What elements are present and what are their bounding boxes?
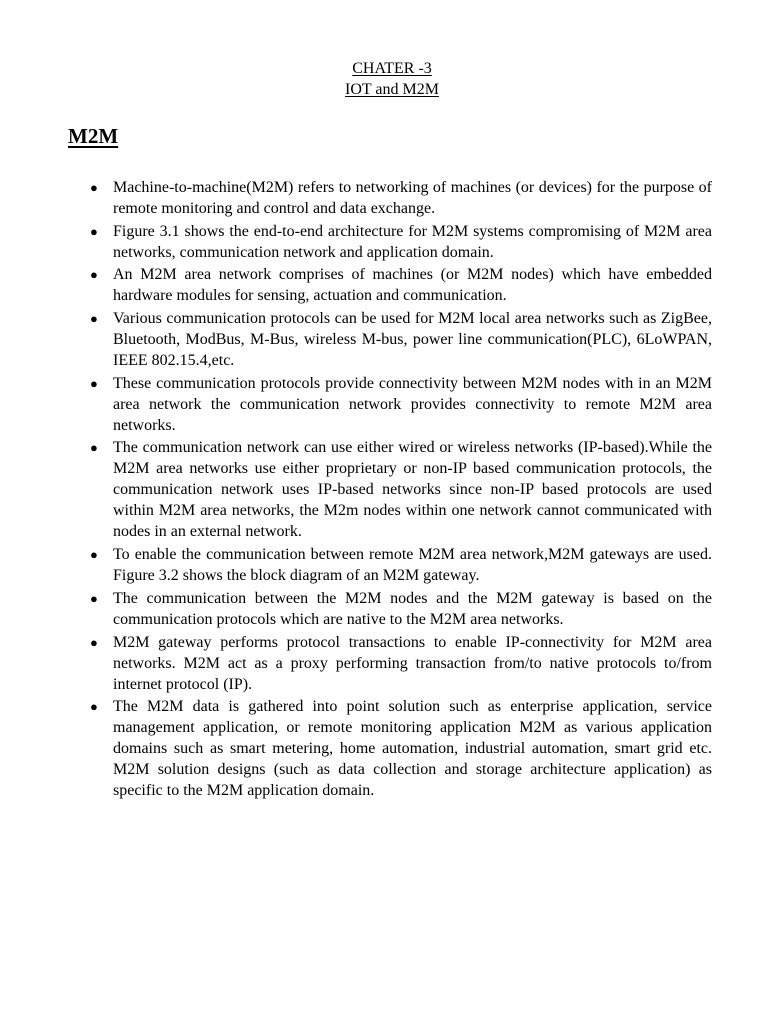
list-item bbox=[88, 264, 712, 306]
section-heading: M2M bbox=[68, 124, 119, 148]
bullet-icon: ● bbox=[90, 440, 98, 456]
list-item bbox=[88, 177, 712, 219]
bullet-icon: ● bbox=[90, 590, 98, 606]
chapter-title: CHATER -3 bbox=[352, 60, 432, 77]
list-item bbox=[88, 373, 712, 436]
list-item-text: The communication network can use either wired or wireless networks (IP-based).While the M2M area networks use either proprietary or non-IP based communication protocols, the communication network uses IP-based networks since non-IP based protocols are used within M2M area networks, the M2m nodes within one network cannot communicated with nodes in an external network. bbox=[113, 439, 712, 541]
list-item-text: Machine-to-machine(M2M) refers to networking of machines (or devices) for the purpose of remote monitoring and control and data exchange. bbox=[113, 179, 712, 217]
list-item bbox=[88, 221, 712, 263]
bullet-icon: ● bbox=[90, 223, 98, 239]
bullet-icon: ● bbox=[90, 267, 98, 283]
list-item-text: Figure 3.1 shows the end-to-end architecture for M2M systems compromising of M2M area networks, communication network and application domain. bbox=[113, 222, 712, 261]
list-item-text: To enable the communication between remote M2M area network,M2M gateways are used. Figure 3.2 shows the block diagram of an M2M gateway. bbox=[113, 546, 712, 585]
list-item-text: An M2M area network comprises of machines (or M2M nodes) which have embedded hardware modules for sensing, actuation and communication. bbox=[113, 266, 712, 305]
list-item bbox=[88, 308, 712, 371]
list-item-text: M2M gateway performs protocol transactions to enable IP-connectivity for M2M area networks. M2M act as a proxy performing transaction from/to native protocols to/from internet protocol (IP). bbox=[113, 633, 712, 693]
bullet-icon: ● bbox=[90, 311, 98, 327]
bullet-icon: ● bbox=[90, 375, 98, 391]
list-item-text: These communication protocols provide connectivity between M2M nodes with in an M2M area network the communication network provides connectivity to remote M2M area networks. bbox=[113, 374, 712, 434]
bullet-icon: ● bbox=[90, 634, 98, 650]
chapter-header bbox=[0, 58, 768, 100]
bullet-icon: ● bbox=[90, 547, 98, 563]
list-item bbox=[88, 696, 712, 801]
bullet-icon: ● bbox=[90, 699, 98, 715]
list-item bbox=[88, 544, 712, 586]
bullet-list bbox=[88, 177, 712, 803]
list-item-text: The communication between the M2M nodes and the M2M gateway is based on the communication protocols which are native to the M2M area networks. bbox=[113, 589, 712, 628]
list-item-text: The M2M data is gathered into point solution such as enterprise application, service management application, or remote monitoring application M2M as various application domains such as smart metering, home automation, industrial automation, smart grid etc. M2M solution designs (such as data collection and storage architecture application) as specific to the M2M application domain. bbox=[113, 698, 712, 800]
chapter-subtitle: IOT and M2M bbox=[345, 81, 439, 98]
bullet-icon: ● bbox=[90, 180, 98, 195]
list-item bbox=[88, 588, 712, 630]
list-item bbox=[88, 437, 712, 542]
list-item bbox=[88, 632, 712, 695]
list-item-text: Various communication protocols can be used for M2M local area networks such as ZigBee, Bluetooth, ModBus, M-Bus, wireless M-bus, power line communication(PLC), 6LoWPAN, IEEE 802.15.4,etc. bbox=[113, 310, 712, 370]
